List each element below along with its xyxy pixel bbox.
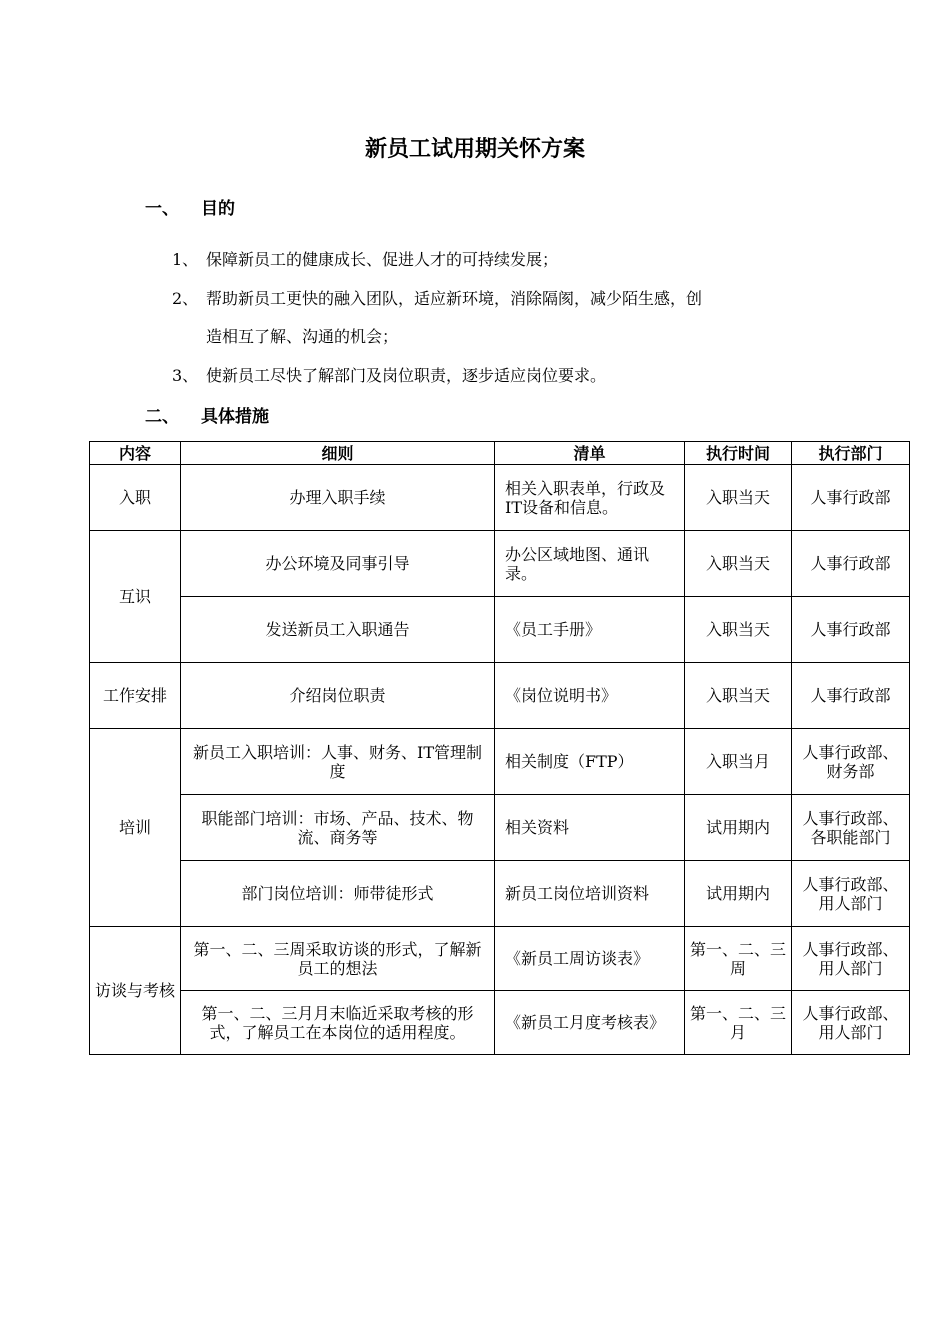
list-cell: 办公区域地图、通讯录。: [495, 531, 685, 597]
group-cell: 互识: [90, 531, 181, 663]
detail-cell: 新员工入职培训：人事、财务、IT管理制度: [181, 729, 495, 795]
dept-cell: 人事行政部、各职能部门: [792, 795, 910, 861]
section-number: 一、: [145, 199, 179, 219]
list-cell: 相关入职表单，行政及IT设备和信息。: [495, 465, 685, 531]
group-cell: 入职: [90, 465, 181, 531]
table-row: [90, 861, 910, 927]
detail-cell: 办理入职手续: [181, 465, 495, 531]
dept-cell: 人事行政部、用人部门: [792, 861, 910, 927]
detail-cell: 职能部门培训：市场、产品、技术、物流、商务等: [181, 795, 495, 861]
page-title: 新员工试用期关怀方案: [364, 136, 585, 162]
detail-cell: 介绍岗位职责: [181, 663, 495, 729]
group-cell: 访谈与考核: [90, 927, 181, 1055]
dept-cell: 人事行政部、财务部: [792, 729, 910, 795]
item-text: 帮助新员工更快的融入团队，适应新环境，消除隔阂，减少陌生感，创: [206, 289, 703, 308]
item-number: 1、: [172, 250, 199, 269]
dept-cell: 人事行政部、用人部门: [792, 927, 910, 991]
section-heading-purpose: [145, 194, 235, 219]
detail-cell: 办公环境及同事引导: [181, 531, 495, 597]
table-row: [90, 597, 910, 663]
header-time: 执行时间: [685, 442, 792, 465]
section-label: 目的: [201, 199, 235, 219]
detail-cell: 第一、二、三月月末临近采取考核的形式，了解员工在本岗位的适用程度。: [181, 991, 495, 1055]
dept-cell: 人事行政部: [792, 663, 910, 729]
table-row: [90, 663, 910, 729]
list-cell: 《新员工月度考核表》: [495, 991, 685, 1055]
list-cell: 新员工岗位培训资料: [495, 861, 685, 927]
time-cell: 第一、二、三月: [685, 991, 792, 1055]
detail-cell: 第一、二、三周采取访谈的形式，了解新员工的想法: [181, 927, 495, 991]
time-cell: 试用期内: [685, 795, 792, 861]
purpose-item-2: [172, 288, 702, 310]
list-cell: 相关制度（FTP）: [495, 729, 685, 795]
table-row: [90, 991, 910, 1055]
table-row: [90, 465, 910, 531]
section-heading-measures: [145, 402, 269, 427]
time-cell: 入职当天: [685, 663, 792, 729]
group-cell: 工作安排: [90, 663, 181, 729]
header-detail: 细则: [181, 442, 495, 465]
detail-cell: 发送新员工入职通告: [181, 597, 495, 663]
purpose-item-3: [172, 365, 606, 387]
list-cell: 《新员工周访谈表》: [495, 927, 685, 991]
header-list: 清单: [495, 442, 685, 465]
purpose-item-1: [172, 249, 558, 271]
table-row: [90, 531, 910, 597]
header-dept: 执行部门: [792, 442, 910, 465]
group-cell: 培训: [90, 729, 181, 927]
dept-cell: 人事行政部: [792, 465, 910, 531]
list-cell: 相关资料: [495, 795, 685, 861]
measures-table: [89, 441, 910, 1055]
table-row: [90, 729, 910, 795]
detail-cell: 部门岗位培训：师带徒形式: [181, 861, 495, 927]
table-header-row: [90, 442, 910, 465]
section-label: 具体措施: [201, 407, 269, 427]
table-row: [90, 795, 910, 861]
dept-cell: 人事行政部、用人部门: [792, 991, 910, 1055]
time-cell: 入职当天: [685, 465, 792, 531]
header-content: 内容: [90, 442, 181, 465]
table-row: [90, 927, 910, 991]
purpose-item-2-continued: 造相互了解、沟通的机会；: [206, 327, 399, 346]
time-cell: 试用期内: [685, 861, 792, 927]
item-number: 2、: [172, 289, 199, 308]
dept-cell: 人事行政部: [792, 531, 910, 597]
list-cell: 《岗位说明书》: [495, 663, 685, 729]
time-cell: 第一、二、三周: [685, 927, 792, 991]
time-cell: 入职当月: [685, 729, 792, 795]
time-cell: 入职当天: [685, 531, 792, 597]
time-cell: 入职当天: [685, 597, 792, 663]
section-number: 二、: [145, 407, 179, 427]
list-cell: 《员工手册》: [495, 597, 685, 663]
item-text: 使新员工尽快了解部门及岗位职责，逐步适应岗位要求。: [206, 366, 607, 385]
item-number: 3、: [172, 366, 199, 385]
item-text: 保障新员工的健康成长、促进人才的可持续发展；: [206, 250, 559, 269]
dept-cell: 人事行政部: [792, 597, 910, 663]
